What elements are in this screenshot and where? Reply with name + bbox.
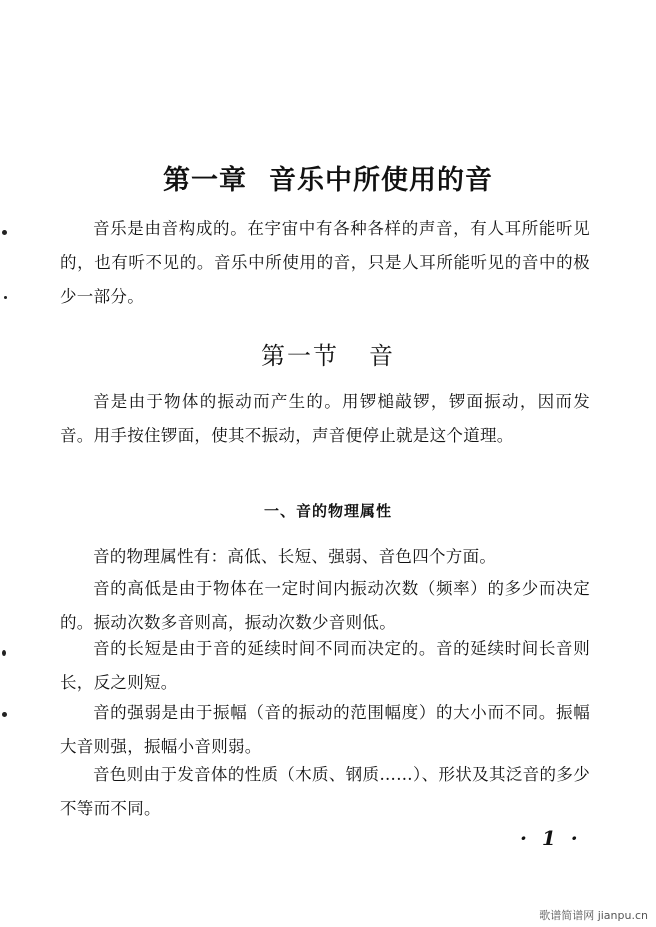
property-paragraph-5: 音色则由于发音体的性质（木质、钢质……）、形状及其泛音的多少不等而不同。 [60,765,590,818]
chapter-title [0,158,656,197]
intro-paragraph: 音乐是由音构成的。在宇宙中有各种各样的声音，有人耳所能听见的，也有听不见的。音乐中所使用的音，只是人耳所能听见的音中的极少一部分。 [60,219,590,306]
scan-speck [2,650,6,656]
page-number: · 1 · [520,826,582,850]
property-paragraph-4: 音的强弱是由于振幅（音的振动的范围幅度）的大小而不同。振幅大音则强，振幅小音则弱。 [60,703,590,756]
scan-speck [4,296,7,299]
subsection-title: 一、音的物理属性 [263,502,392,520]
property-paragraph-1: 音的物理属性有：高低、长短、强弱、音色四个方面。 [93,547,497,566]
chapter-number: 第一章 [163,165,247,196]
scan-speck [2,230,7,235]
property-paragraph-2: 音的高低是由于物体在一定时间内振动次数（频率）的多少而决定的。振动次数多音则高，振动次数少音则低。 [60,579,590,632]
watermark: 歌谱简谱网 jianpu.cn [539,909,648,922]
property-paragraph-3: 音的长短是由于音的延续时间不同而决定的。音的延续时间长音则长，反之则短。 [60,639,590,692]
chapter-name: 音乐中所使用的音 [269,165,493,196]
section-name: 音 [369,342,395,370]
section-paragraph: 音是由于物体的振动而产生的。用锣槌敲锣，锣面振动，因而发音。用手按住锣面，使其不振动，声音便停止就是这个道理。 [60,392,590,445]
section-number: 第一节 [261,342,339,370]
scan-speck [2,712,7,717]
section-title [0,336,656,371]
